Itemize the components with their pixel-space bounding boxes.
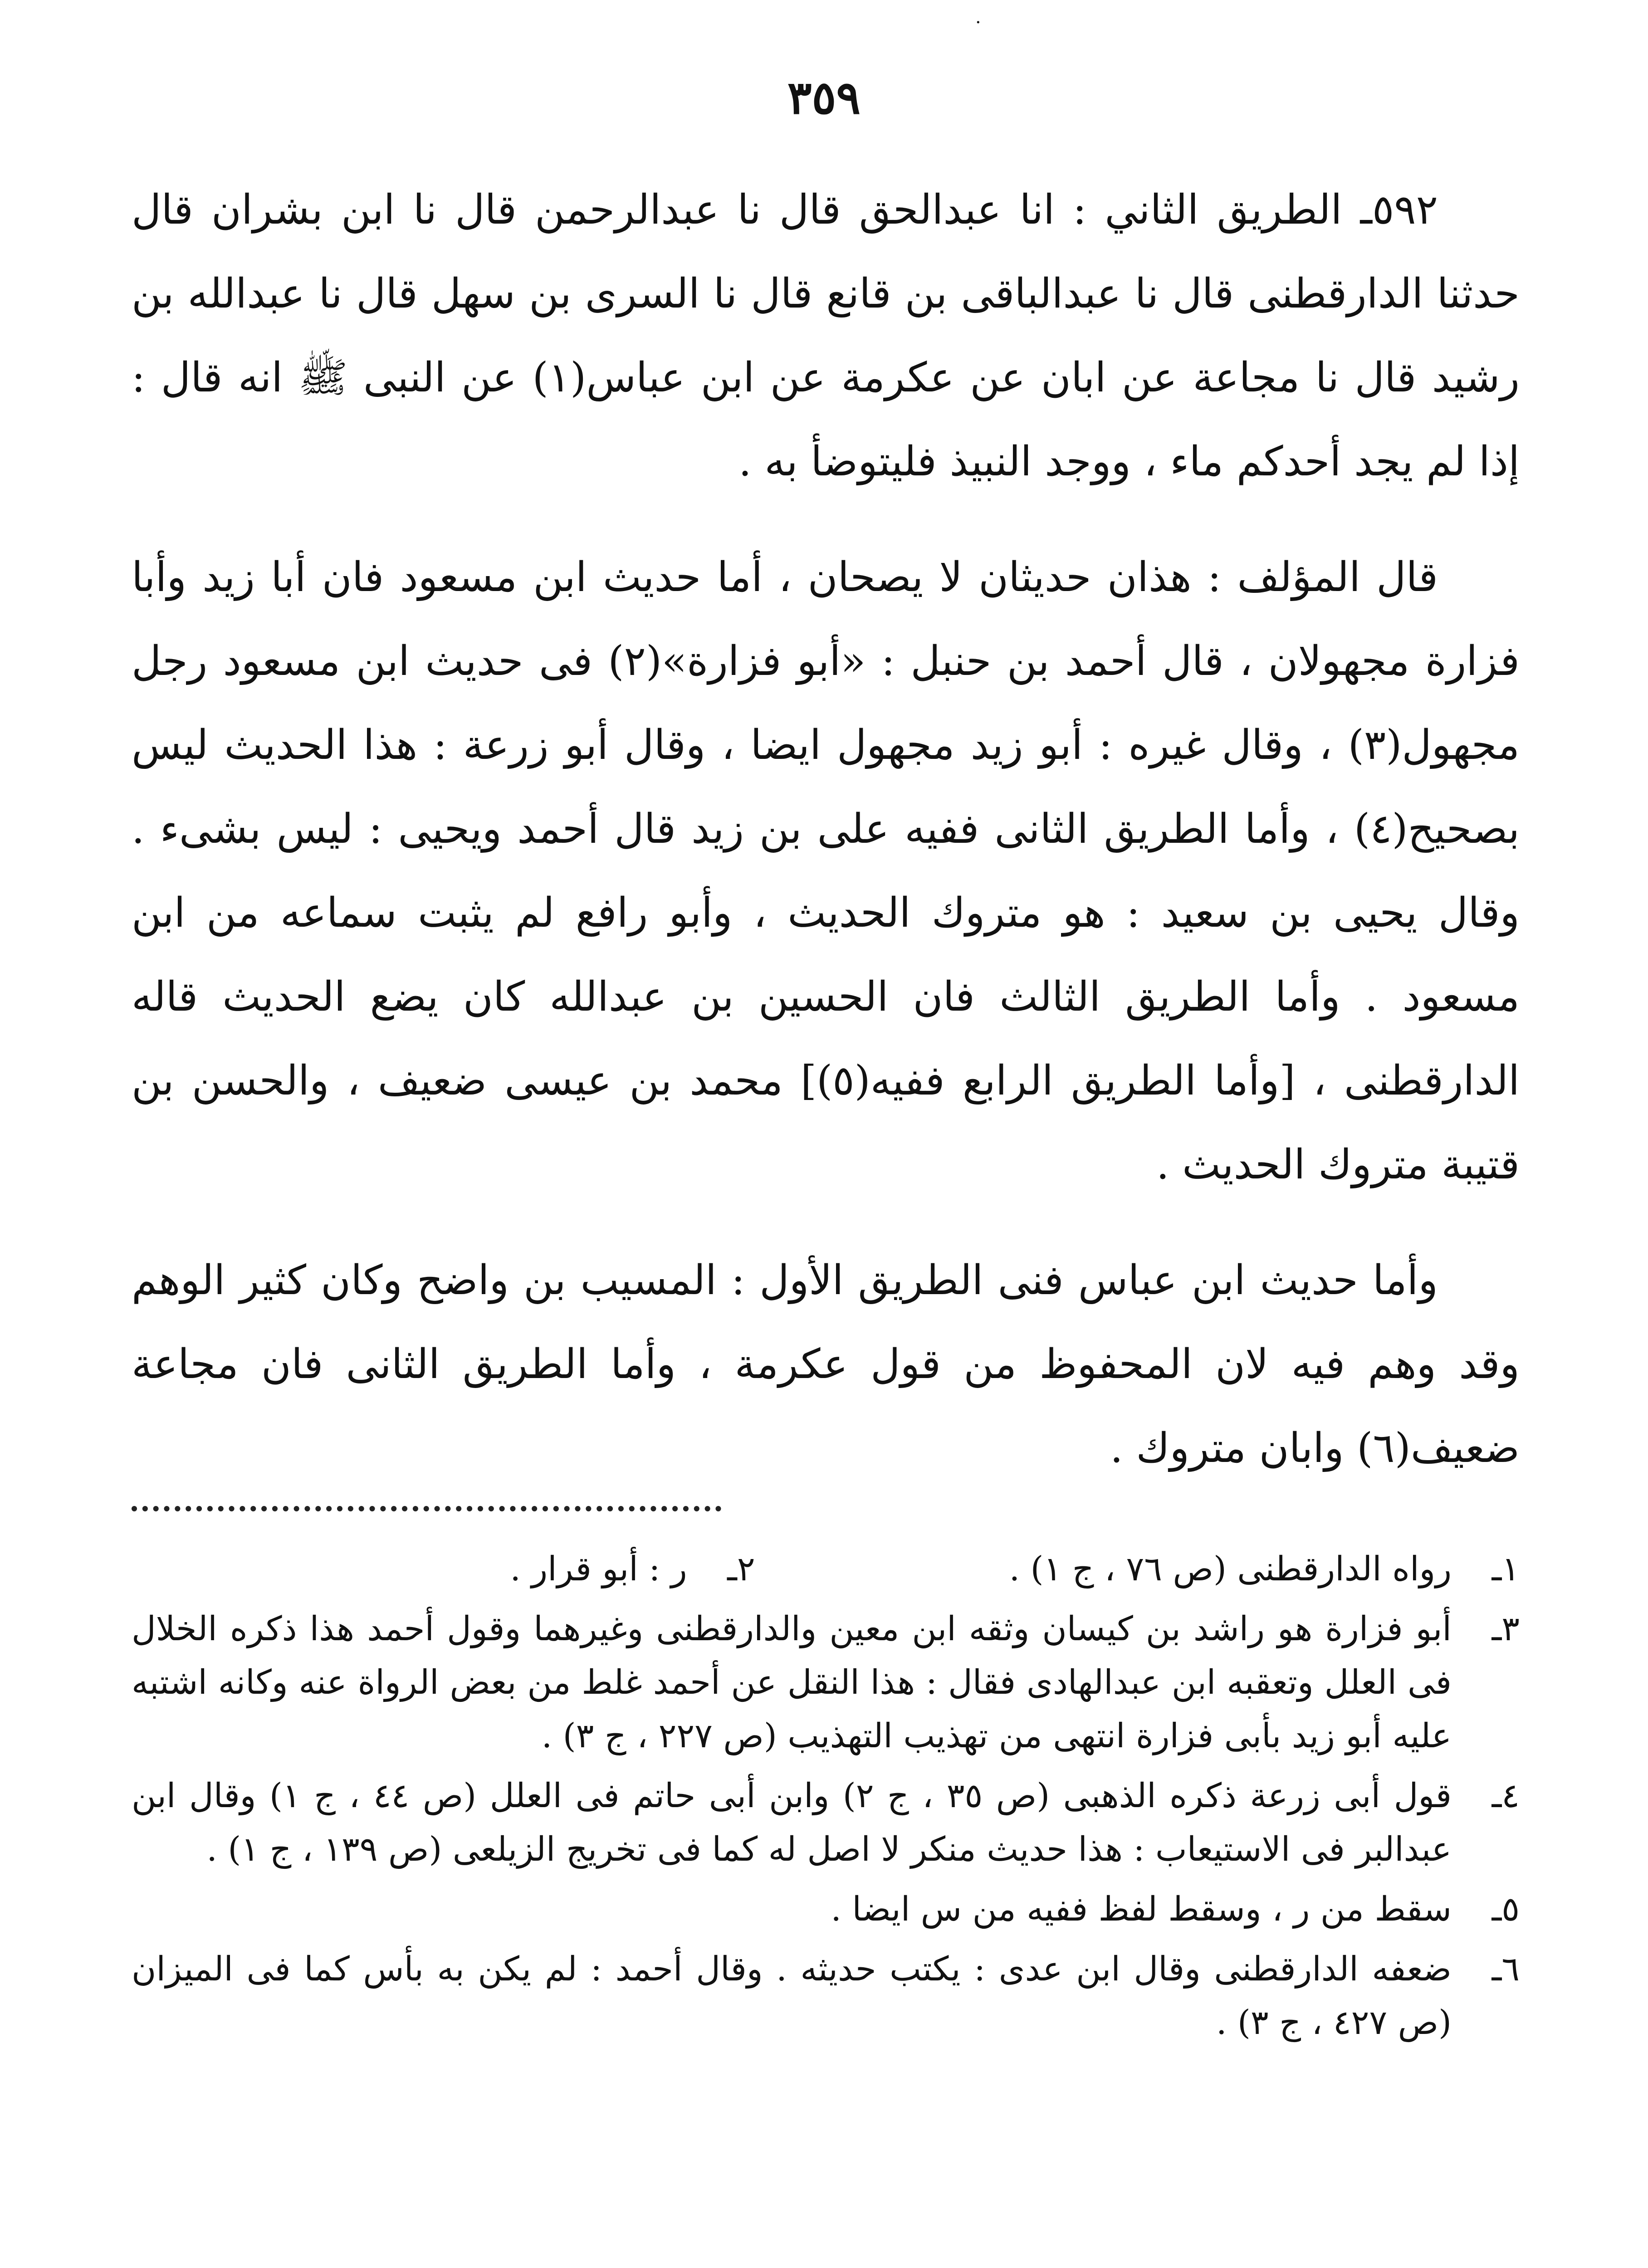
footnotes xyxy=(132,1542,1520,2056)
page-number: ٣٥٩ xyxy=(787,71,861,124)
footnote-2 xyxy=(510,1542,755,1596)
footnote-number: ٦ـ xyxy=(1492,1950,1520,1989)
paragraph-text: ٥٩٢ـ الطريق الثاني : انا عبدالحق قال نا عبدالرحمن قال نا ابن بشران قال حدثنا الدارقطنى قال نا عبدالباقى بن قانع قال نا السرى بن سهل قال نا عبدالله بن رشيد قال نا مجاعة عن ابان عن عكرمة عن ابن عباس(١) عن النبى ﷺ انه قال : إذا لم يجد أحدكم ماء ، ووجد النبيذ فليتوضأ به . xyxy=(132,186,1520,485)
paragraph-ibn-abbas xyxy=(132,1238,1520,1490)
footnote-6 xyxy=(132,1942,1520,2049)
footnote-number: ٣ـ xyxy=(1492,1609,1520,1648)
paragraph-text: قال المؤلف : هذان حديثان لا يصحان ، أما حديث ابن مسعود فان أبا زيد وأبا فزارة مجهولان ، قال أحمد بن حنبل : «أبو فزارة»(٢) فى حديث ابن مسعود رجل مجهول(٣) ، وقال غيره : أبو زيد مجهول ايضا ، وقال أبو زرعة : هذا الحديث ليس بصحيح(٤) ، وأما الطريق الثانى ففيه على بن زيد قال أحمد ويحيى : ليس بشىء . وقال يحيى بن سعيد : هو متروك الحديث ، وأبو رافع لم يثبت سماعه من ابن مسعود . وأما الطريق الثالث فان الحسين بن عبدالله كان يضع الحديث قاله الدارقطنى ، [وأما الطريق الرابع ففيه(٥)] محمد بن عيسى ضعيف ، والحسن بن قتيبة متروك الحديث . xyxy=(132,553,1520,1188)
footnote-number: ٥ـ xyxy=(1492,1890,1520,1929)
footnote-text: سقط من ر ، وسقط لفظ ففيه من س ايضا . xyxy=(831,1890,1452,1929)
paragraph-hadith-592 xyxy=(132,168,1520,503)
top-mark: · xyxy=(975,12,981,33)
footnote-text: ضعفه الدارقطنى وقال ابن عدى : يكتب حديثه . وقال أحمد : لم يكن به بأس كما فى الميزان (ص ٤٢٧ ، ج ٣) . xyxy=(132,1950,1452,2042)
footnote-1 xyxy=(1009,1542,1520,1596)
footnote-text: ر : أبو قرار . xyxy=(510,1549,687,1589)
footnote-number: ٢ـ xyxy=(727,1549,755,1589)
footnote-5 xyxy=(132,1882,1520,1936)
footnote-3 xyxy=(132,1602,1520,1763)
footnote-text: قول أبى زرعة ذكره الذهبى (ص ٣٥ ، ج ٢) وابن أبى حاتم فى العلل (ص ٤٤ ، ج ١) وقال ابن عبدالبر فى الاستيعاب : هذا حديث منكر لا اصل له كما فى تخريج الزيلعى (ص ١٣٩ ، ج ١) . xyxy=(132,1776,1452,1869)
footnote-row xyxy=(132,1542,1520,1596)
footnote-number: ١ـ xyxy=(1492,1549,1520,1589)
paragraph-text: وأما حديث ابن عباس فنى الطريق الأول : المسيب بن واضح وكان كثير الوهم وقد وهم فيه لان المحفوظ من قول عكرمة ، وأما الطريق الثانى فان مجاعة ضعيف(٦) وابان متروك . xyxy=(132,1256,1520,1472)
footnote-4 xyxy=(132,1769,1520,1876)
footnote-divider xyxy=(132,1506,721,1511)
footnote-text: رواه الدارقطنى (ص ٧٦ ، ج ١) . xyxy=(1009,1549,1452,1589)
footnote-number: ٤ـ xyxy=(1492,1776,1520,1815)
paragraph-author-comment xyxy=(132,535,1520,1207)
footnote-text: أبو فزارة هو راشد بن كيسان وثقه ابن معين والدارقطنى وغيرهما وقول أحمد هذا ذكره الخلال فى العلل وتعقبه ابن عبدالهادى فقال : هذا النقل عن أحمد غلط من بعض الرواة عنه وكانه اشتبه عليه أبو زيد بأبى فزارة انتهى من تهذيب التهذيب (ص ٢٢٧ ، ج ٣) . xyxy=(132,1609,1452,1755)
